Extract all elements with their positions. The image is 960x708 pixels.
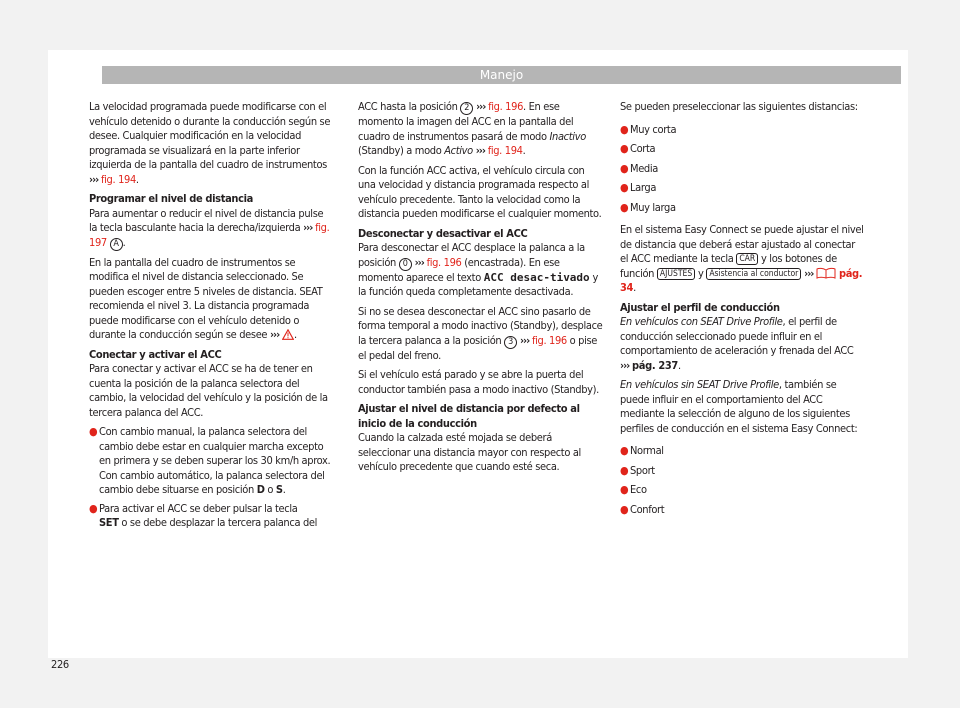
list-item: ● Corta (620, 139, 865, 159)
paragraph: Para desconectar el ACC desplace la palanca a la posición 0 ››› fig. 196 (encastrada). En ese momento aparece el texto ACC desac-tivado y la función queda completamente desactivada. (358, 241, 598, 298)
paragraph: Si el vehículo está parado y se abre la puerta del conductor también pasa a modo inactivo (Standby). (358, 368, 599, 396)
bullet-dot-icon: ● (620, 181, 629, 194)
bullet-item: ● Para activar el ACC se deber pulsar la tecla SET o se debe desplazar la tercera palanca del (89, 501, 318, 529)
subheading-distance-level: Programar el nivel de distancia (89, 192, 254, 205)
bullet-dot-icon: ● (620, 161, 629, 175)
callout-marker: 2 (460, 102, 473, 115)
section-header (102, 66, 901, 84)
paragraph: La velocidad programada puede modificarse con el vehículo detenido o durante la conducción según se desee. Cualquier modificación en la velocidad programada se visualizará en la parte inferior izquierda de la pantalla del cuadro de instrumentos ››› fig. 194. (89, 100, 331, 186)
figure-link[interactable]: fig. 197 (89, 221, 330, 249)
callout-marker: 0 (399, 258, 412, 271)
paragraph: Se pueden preseleccionar las siguientes distancias: (620, 100, 858, 113)
paragraph: En vehículos con SEAT Drive Profile, el perfil de conducción seleccionado puede influir en el comportamiento de aceleración y frenada del ACC ››› pág. 237. (620, 315, 854, 372)
warning-icon (282, 329, 294, 340)
manual-page (48, 50, 908, 671)
page-link[interactable]: pág. 34 (620, 266, 863, 294)
list-item: ● Larga (620, 178, 865, 198)
car-key-icon: CAR (736, 253, 758, 265)
list-item: ● Normal (620, 441, 865, 461)
bullet-dot-icon: ● (620, 200, 629, 214)
bullet-dot-icon: ● (620, 502, 629, 516)
paragraph: Con la función ACC activa, el vehículo circula con una velocidad y distancia programada respecto al vehículo precedente. Tanto la velocidad como la distancia pueden modificarse el cualquier momento. (358, 163, 602, 220)
profile-list (620, 441, 865, 519)
figure-link[interactable]: fig. 194 (101, 172, 136, 186)
subheading-connect-acc: Conectar y activar el ACC (89, 347, 222, 361)
bullet-dot-icon: ● (620, 483, 629, 496)
settings-function-button: AJUSTES (657, 268, 695, 280)
paragraph: Si no se desea desconectar el ACC sino pasarlo de forma temporal a modo inactivo (Standby), desplace la tercera palanca a la posición 3 ››› fig. 196 o pise el pedal del freno. (358, 304, 603, 362)
subheading-default-distance: Ajustar el nivel de distancia por defecto al inicio de la conducción (358, 402, 580, 430)
list-item: ● Eco (620, 480, 865, 500)
list-item: ● Sport (620, 461, 865, 481)
column-3 (620, 100, 865, 525)
bullet-dot-icon: ● (620, 142, 629, 155)
page-link[interactable]: pág. 237 (632, 358, 678, 372)
figure-link[interactable]: fig. 196 (488, 100, 524, 113)
callout-marker: A (110, 238, 123, 251)
list-item: ● Muy larga (620, 198, 865, 218)
paragraph: Cuando la calzada esté mojada se deberá seleccionar una distancia mayor con respecto al vehículo precedente que cuando esté seca. (358, 431, 581, 473)
bullet-dot-icon: ● (620, 444, 629, 457)
subheading-driving-profile: Ajustar el perfil de conducción (620, 300, 780, 314)
paragraph: En vehículos sin SEAT Drive Profile, también se puede influir en el comportamiento del ACC mediante la selección de alguno de los siguientes perfiles de conducción en el sistema Easy Connect: (620, 378, 858, 435)
section-title: Manejo (479, 68, 524, 82)
bullet-dot-icon: ● (620, 122, 629, 136)
display-text: ACC desac-tivado (483, 270, 590, 284)
column-1 (51, 100, 334, 671)
set-key-label: SET (99, 516, 119, 529)
figure-link[interactable]: fig. 196 (531, 333, 567, 347)
paragraph: Para aumentar o reducir el nivel de distancia pulse la tecla basculante hacia la derecha/izquierda ››› fig. 197 A . (89, 206, 330, 249)
bullet-dot-icon: ● (89, 425, 98, 438)
list-item: ● Confort (620, 500, 865, 520)
list-item: ● Media (620, 159, 865, 179)
figure-link[interactable]: fig. 194 (487, 144, 523, 157)
page-number: 226 (51, 658, 69, 671)
callout-marker: 3 (504, 336, 517, 349)
subheading-disconnect-acc: Desconectar y desactivar el ACC (358, 226, 528, 240)
paragraph: Para conectar y activar el ACC se ha de tener en cuenta la posición de la palanca selectora del cambio, la velocidad del vehículo y la posición de la tercera palanca del ACC. (89, 362, 328, 419)
list-item: ● Muy corta (620, 120, 865, 140)
bullet-dot-icon: ● (89, 501, 98, 515)
bullet-dot-icon: ● (620, 463, 629, 477)
figure-link[interactable]: fig. 196 (426, 255, 462, 269)
book-icon (816, 267, 836, 279)
paragraph: ACC hasta la posición 2 ››› fig. 196. En ese momento la imagen del ACC en la pantalla del cuadro de instrumentos pasará de modo Inactivo (Standby) a modo Activo ››› fig. 194. (358, 100, 586, 157)
column-2 (358, 100, 603, 480)
driver-assist-function-button: Asistencia al conductor (706, 268, 801, 280)
distance-list (620, 120, 865, 218)
bullet-item: ● Con cambio manual, la palanca selectora del cambio debe estar en cualquier marcha excepto en primera y se deben superar los 30 km/h aprox. Con cambio automático, la palanca selectora del cambio debe situarse en posición D o S. (89, 425, 331, 496)
paragraph: En el sistema Easy Connect se puede ajustar el nivel de distancia que deberá estar ajustado al conectar el ACC mediante la tecla CAR y los botones de función AJUSTES y Asistencia al conductor ››› pág. 34. (620, 223, 864, 294)
paragraph: En la pantalla del cuadro de instrumentos se modifica el nivel de distancia seleccionado. Se pueden escoger entre 5 niveles de distancia. SEAT recomienda el nivel 3. La distancia programada puede modificarse con el vehículo detenido o durante la conducción según se desee ››› . (89, 255, 323, 341)
